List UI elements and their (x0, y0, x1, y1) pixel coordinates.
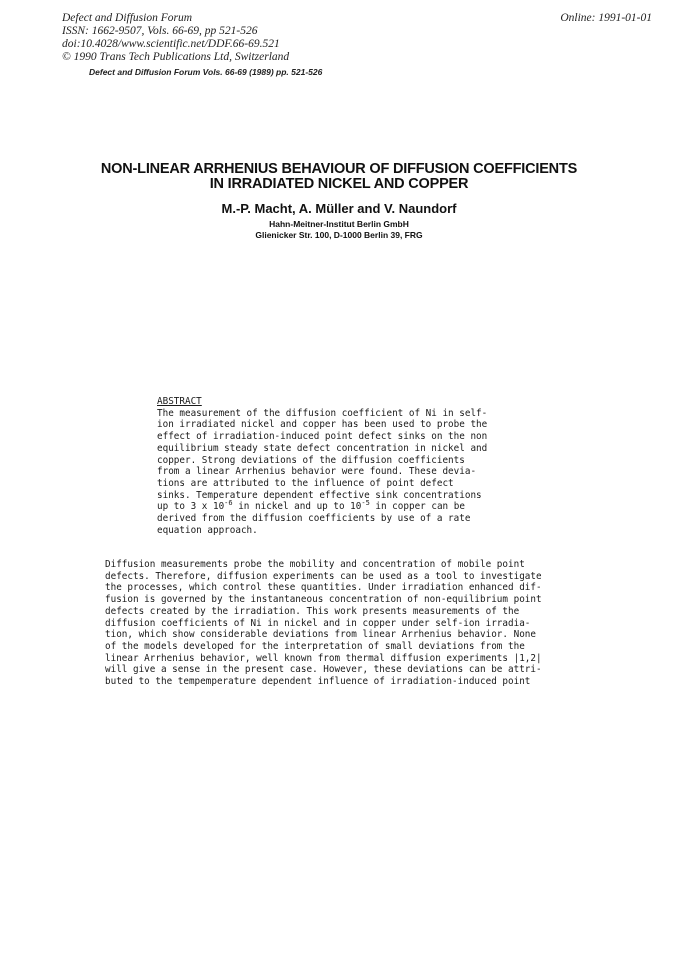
body-line: buted to the tempemperature dependent influence of irradiation-induced point (105, 676, 531, 688)
body-line: diffusion coefficients of Ni in nickel and in copper under self-ion irradia- (105, 617, 531, 629)
abstract-line: ion irradiated nickel and copper has been used to probe the (157, 419, 488, 431)
abstract-line: copper. Strong deviations of the diffusion coefficients (157, 454, 465, 466)
issn-line: ISSN: 1662-9507, Vols. 66-69, pp 521-526 (62, 25, 258, 37)
doi-line: doi:10.4028/www.scientific.net/DDF.66-69.521 (62, 38, 280, 50)
abstract-text: in nickel and up to 10 (232, 501, 362, 513)
body-line: Diffusion measurements probe the mobility and concentration of mobile point (105, 559, 525, 570)
body-line: the processes, which control these quantities. Under irradiation enhanced dif- (105, 582, 542, 594)
abstract-line: from a linear Arrhenius behavior were found. These devia- (157, 466, 477, 478)
abstract-line: equation approach. (157, 524, 258, 536)
journal-reference: Defect and Diffusion Forum Vols. 66-69 (1989) pp. 521-526 (89, 67, 323, 77)
body-line: fusion is governed by the instantaneous concentration of non-equilibrium point (105, 594, 542, 606)
affiliation (0, 219, 678, 241)
abstract-line: sinks. Temperature dependent effective sink concentrations (157, 489, 482, 501)
abstract-line: derived from the diffusion coefficients by use of a rate (157, 513, 471, 525)
abstract-text: in copper can be (369, 501, 465, 513)
online-date: Online: 1991-01-01 (560, 12, 652, 24)
exponent: -5 (361, 499, 370, 508)
body-line: linear Arrhenius behavior, well known from thermal diffusion experiments |1,2| (105, 652, 542, 664)
institute-address: Glienicker Str. 100, D-1000 Berlin 39, FRG (255, 230, 423, 240)
abstract-line-with-exponents (157, 501, 557, 513)
abstract-text: up to 3 x 10 (157, 501, 225, 513)
title-line-1: NON-LINEAR ARRHENIUS BEHAVIOUR OF DIFFUSION COEFFICIENTS (100, 161, 578, 177)
abstract-line: tions are attributed to the influence of point defect (157, 477, 454, 489)
body-line: defects. Therefore, diffusion experiments can be used as a tool to investigate (105, 570, 542, 582)
abstract-line: equilibrium steady state defect concentration in nickel and (157, 442, 488, 454)
journal-name: Defect and Diffusion Forum (62, 12, 192, 24)
abstract-line: The measurement of the diffusion coefficient of Ni in self- (157, 407, 488, 419)
publication-header (62, 12, 652, 64)
paper-title (0, 162, 678, 192)
body-line: defects created by the irradiation. This work presents measurements of the (105, 605, 520, 617)
abstract-block (157, 396, 557, 536)
copyright-line: © 1990 Trans Tech Publications Ltd, Switzerland (62, 51, 290, 63)
exponent: -6 (224, 499, 233, 508)
title-line-2: IN IRRADIATED NICKEL AND COPPER (209, 176, 469, 192)
body-line: will give a sense in the present case. However, these deviations can be attri- (105, 664, 542, 676)
abstract-heading: ABSTRACT (157, 396, 202, 407)
abstract-line: effect of irradiation-induced point defect sinks on the non (157, 431, 488, 443)
author-list: M.-P. Macht, A. Müller and V. Naundorf (221, 201, 457, 216)
body-line: tion, which show considerable deviations from linear Arrhenius behavior. None (105, 629, 536, 641)
body-paragraph (105, 559, 585, 688)
body-line: of the models developed for the interpretation of small deviations from the (105, 640, 525, 652)
institute-name: Hahn-Meitner-Institut Berlin GmbH (269, 219, 409, 229)
